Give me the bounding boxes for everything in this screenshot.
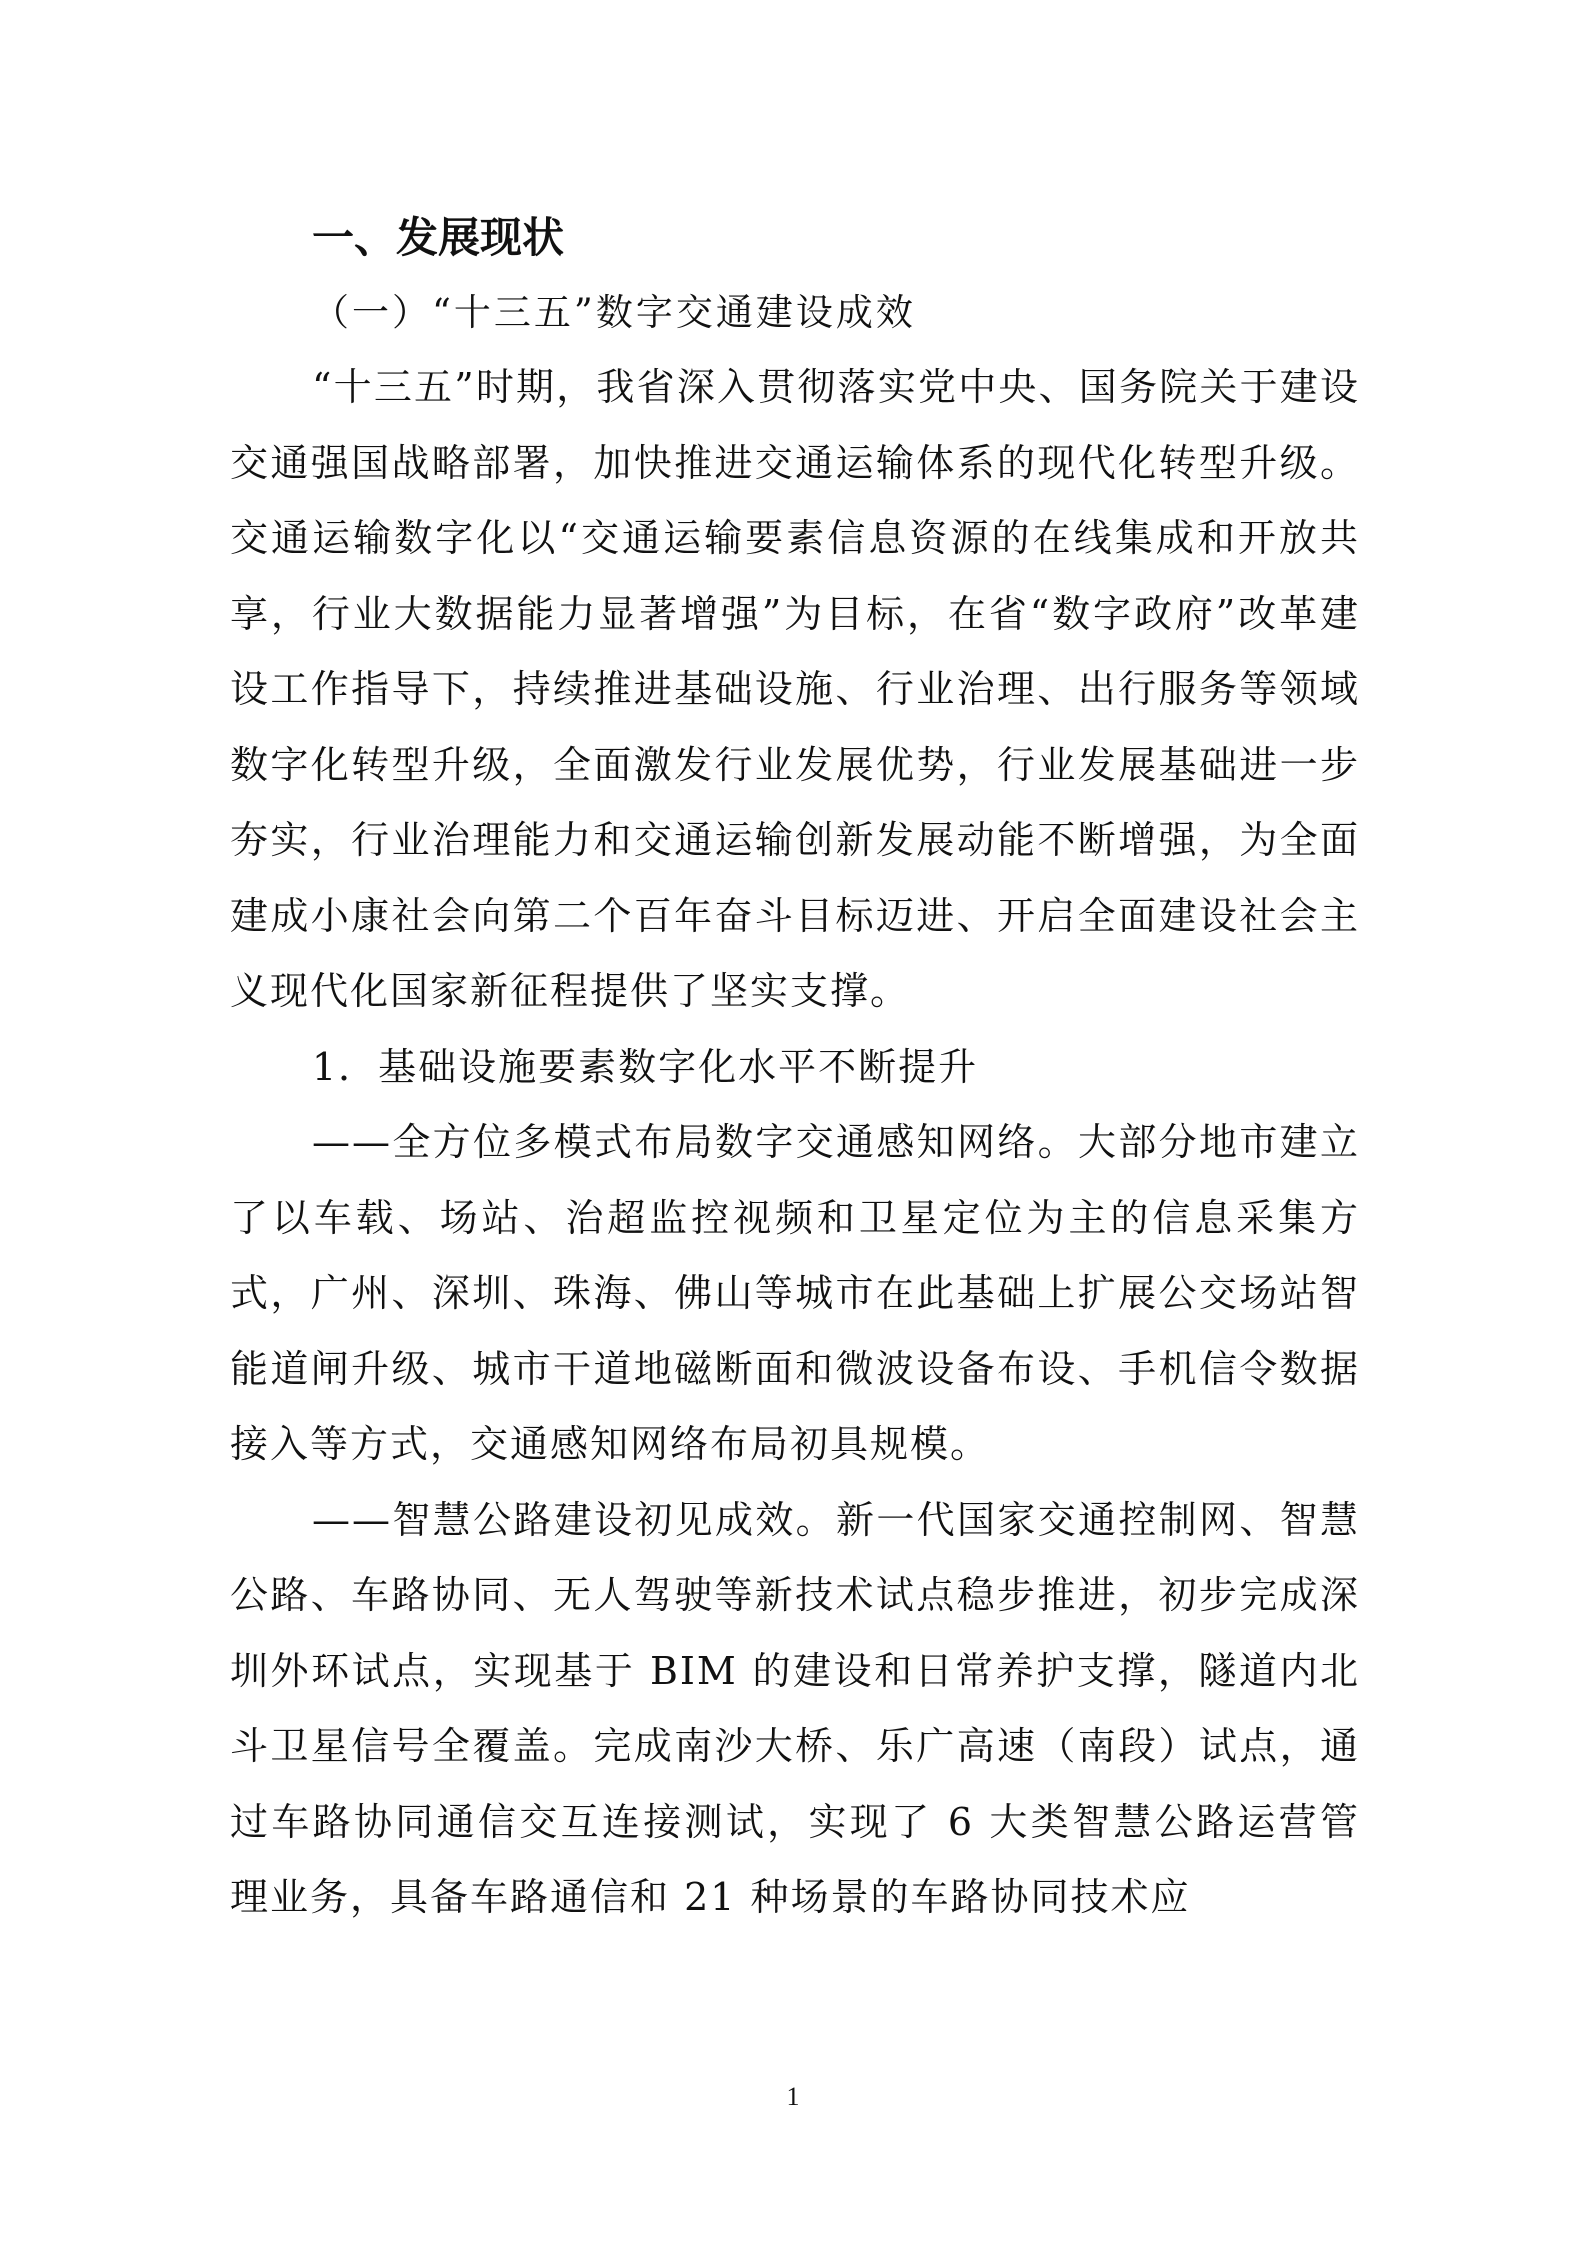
item1-title: 1．基础设施要素数字化水平不断提升: [312, 1044, 979, 1089]
page-number: 1: [786, 2082, 800, 2111]
item1-paragraph-2: ——智慧公路建设初见成效。新一代国家交通控制网、智慧公路、车路协同、无人驾驶等新技术试点稳步推进，初步完成深圳外环试点，实现基于 BIM 的建设和日常养护支撑，隧道内北斗卫星信号全覆盖。完成南沙大桥、乐广高速（南段）试点，通过车路协同通信交互连接测试，实现了 6 大类智慧公路运营管理业务，具备车路通信和 21 种场景的车路协同技术应: [230, 1497, 1360, 1919]
item1-paragraph-1: ——全方位多模式布局数字交通感知网络。大部分地市建立了以车载、场站、治超监控视频和卫星定位为主的信息采集方式，广州、深圳、珠海、佛山等城市在此基础上扩展公交场站智能道闸升级、城市干道地磁断面和微波设备布设、手机信令数据接入等方式，交通感知网络布局初具规模。: [230, 1120, 1360, 1466]
document-page: [230, 200, 1360, 1936]
intro-paragraph: “十三五”时期，我省深入贯彻落实党中央、国务院关于建设交通强国战略部署，加快推进交通运输体系的现代化转型升级。交通运输数字化以“交通运输要素信息资源的在线集成和开放共享，行业大数据能力显著增强”为目标，在省“数字政府”改革建设工作指导下，持续推进基础设施、行业治理、出行服务等领域数字化转型升级，全面激发行业发展优势，行业发展基础进一步夯实，行业治理能力和交通运输创新发展动能不断增强，为全面建成小康社会向第二个百年奋斗目标迈进、开启全面建设社会主义现代化国家新征程提供了坚实支撑。: [230, 365, 1360, 1013]
subsection-heading: （一）“十三五”数字交通建设成效: [312, 291, 916, 334]
section-heading: 一、发展现状: [312, 213, 565, 262]
